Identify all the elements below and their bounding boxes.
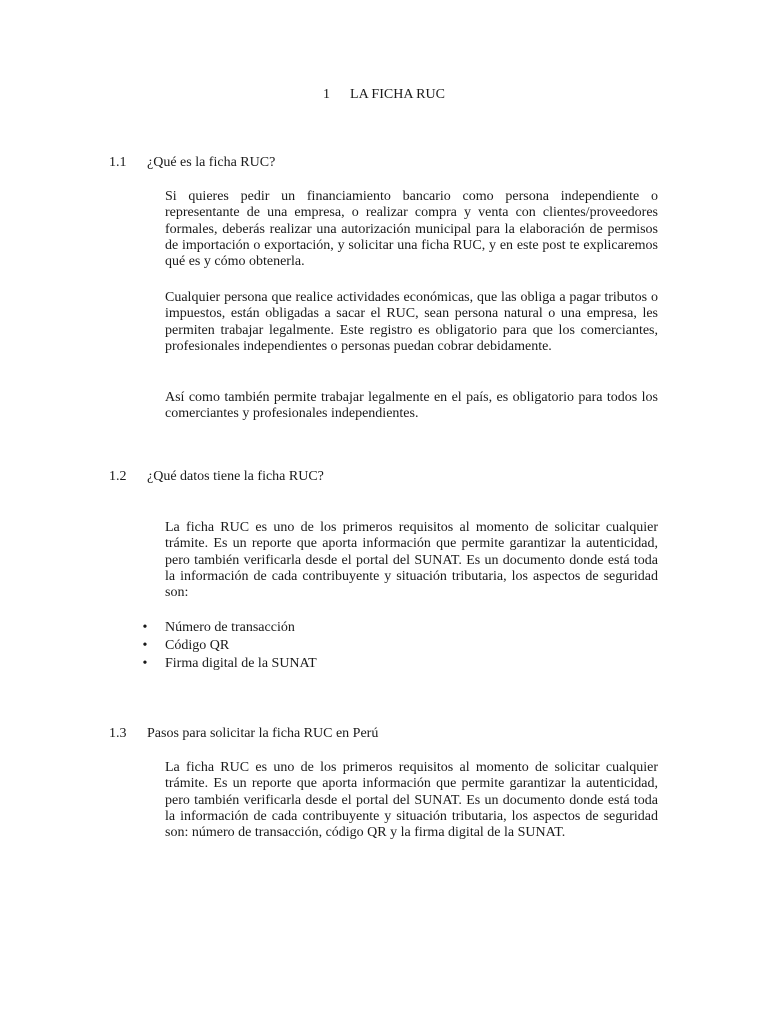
title-number: 1: [323, 87, 331, 102]
section-heading-text: Pasos para solicitar la ficha RUC en Perú: [147, 726, 379, 741]
list-item: [140, 655, 317, 673]
section-heading-text: ¿Qué es la ficha RUC?: [147, 155, 276, 170]
section-heading: [109, 725, 378, 743]
bullet-icon: •: [142, 656, 148, 671]
section-heading: [109, 468, 324, 486]
paragraph: La ficha RUC es uno de los primeros requisitos al momento de solicitar cualquier trámite. Es un reporte que aporta información que permite garantizar la autenticidad, pero también verificarla desde el portal del SUNAT. Es un documento donde está toda la información de cada contribuyente y situación tributaria, los aspectos de seguridad son:: [165, 520, 658, 601]
section-number: 1.3: [109, 726, 127, 741]
paragraph: Así como también permite trabajar legalmente en el país, es obligatorio para todos los comerciantes y profesionales independientes.: [165, 390, 658, 422]
list-item: [140, 637, 317, 655]
bullet-list: [140, 619, 317, 673]
bullet-icon: •: [142, 638, 148, 653]
paragraph: Cualquier persona que realice actividades económicas, que las obliga a pagar tributos o impuestos, están obligadas a sacar el RUC, sean persona natural o una empresa, les permiten trabajar legalmente. Este registro es obligatorio para que los comerciantes, profesionales independientes o personas puedan cobrar debidamente.: [165, 290, 658, 354]
list-item-text: Código QR: [165, 638, 230, 653]
title-text: LA FICHA RUC: [350, 87, 445, 102]
list-item-text: Número de transacción: [165, 620, 295, 635]
section-heading: [109, 154, 275, 172]
section-number: 1.2: [109, 469, 127, 484]
list-item-text: Firma digital de la SUNAT: [165, 656, 317, 671]
paragraph: La ficha RUC es uno de los primeros requisitos al momento de solicitar cualquier trámite. Es un reporte que aporta información que permite garantizar la autenticidad, pero también verificarla desde el portal del SUNAT. Es un documento donde está toda la información de cada contribuyente y situación tributaria, los aspectos de seguridad son: número de transacción, código QR y la firma digital de la SUNAT.: [165, 760, 658, 841]
paragraph: Si quieres pedir un financiamiento bancario como persona independiente o representante de una empresa, o realizar compra y venta con clientes/proveedores formales, deberás realizar una autorización municipal para la elaboración de permisos de importación o exportación, y solicitar una ficha RUC, y en este post te explicaremos qué es y cómo obtenerla.: [165, 189, 658, 270]
bullet-icon: •: [142, 620, 148, 635]
section-number: 1.1: [109, 155, 127, 170]
section-heading-text: ¿Qué datos tiene la ficha RUC?: [147, 469, 324, 484]
list-item: [140, 619, 317, 637]
document-title: [0, 86, 768, 104]
